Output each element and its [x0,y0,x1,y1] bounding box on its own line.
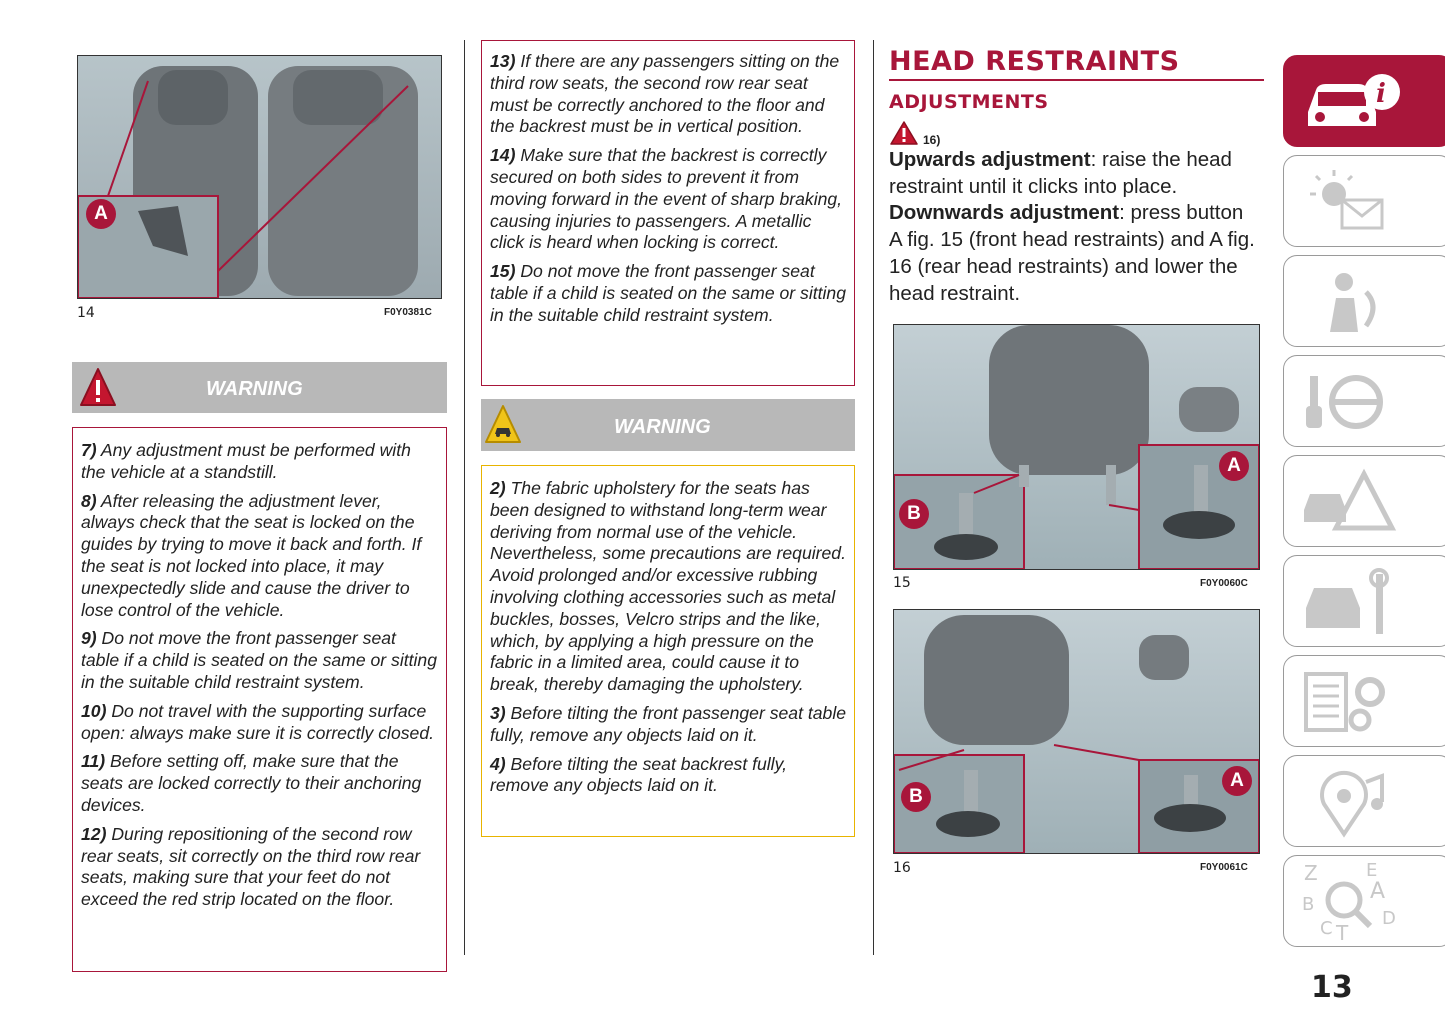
lights-messages-icon [1296,162,1406,242]
warning-box-middle-top [481,40,855,386]
warning-item-number: 13) [490,51,516,71]
column-divider [464,40,465,955]
index-letter: C [1320,918,1333,939]
section-title: HEAD RESTRAINTS [889,46,1180,77]
figure-code: F0Y0060C [1200,578,1248,589]
warning-item-text: Make sure that the backrest is correctly secured on both sides to prevent it from moving forward in the event of sharp braking, causing injuries to passengers. A metallic click is heard when locking is correct. [490,145,843,253]
warning-item-number: 12) [81,823,107,844]
warning-ref: 16) [923,133,941,147]
index-letter: Z [1304,861,1318,885]
tab-emergency[interactable] [1283,455,1445,547]
warning-item [81,628,438,693]
title-rule [889,79,1264,81]
warning-item-number: 14) [490,145,516,166]
warning-item-text: Do not move the front passenger seat table if a child is seated on the same or sitting in the suitable child restraint system. [81,628,437,692]
warning-ref-icon [890,120,918,146]
callout-b: B [899,499,929,529]
front-head-restraint-illustration [894,325,1259,569]
starting-driving-icon [1296,362,1406,442]
downwards-text: : press button A fig. 15 (front head restraints) and A fig. 16 (rear head restraints) and lower the head restraint. [889,201,1255,305]
maintenance-icon [1296,562,1406,642]
warning-item-text: Before tilting the seat backrest fully, remove any objects laid on it. [490,753,787,796]
warning-item [81,491,438,622]
caution-title: WARNING [614,416,711,438]
warning-item [81,824,438,911]
column-divider [873,40,874,955]
warning-item-text: Before setting off, make sure that the seats are locked correctly to their anchoring devices. [81,751,422,815]
adjustment-text [889,147,1259,307]
tab-vehicle-info[interactable] [1283,55,1445,147]
tab-lights-messages[interactable] [1283,155,1445,247]
car-info-icon [1296,62,1406,142]
index-icon [1290,858,1400,943]
warning-item-text: During repositioning of the second row rear seats, sit correctly on the third row rear seats, making sure that your feet do not exceed the red strip located on the floor. [81,823,421,910]
figure-code: F0Y0061C [1200,862,1248,873]
warning-item-number: 11) [81,751,106,772]
warning-item-text: Do not travel with the supporting surface open: always make sure it is correctly closed. [81,700,434,743]
tab-technical-data[interactable] [1283,655,1445,747]
warning-item-number: 15) [490,261,516,282]
upwards-text: : raise the head restraint until it clicks into place. [889,148,1232,198]
rear-seats-illustration [78,56,441,298]
upwards-label: Upwards adjustment [889,148,1091,171]
section-subtitle: ADJUSTMENTS [889,91,1049,113]
warning-item-text: The fabric upholstery for the seats has been designed to withstand long-term wear deriving from normal use of the vehicle. Nevertheless, some precautions are required. Avoid prolonged and/or excessive rubbing involving clothing accessories such as metal buckles, bosses, Velcro strips and the like, which, by applying a high pressure on the fabric in a limited area, could cause it to break, thereby damaging the upholstery. [490,478,846,695]
warning-triangle-icon [79,367,117,409]
figure-number: 15 [893,575,911,591]
warning-item [490,703,846,747]
warning-item-text: Before tilting the front passenger seat table fully, remove any objects laid on it. [490,702,847,745]
warning-item-number: 8) [81,490,97,511]
callout-a: A [1222,766,1252,796]
svg-text:i: i [1376,79,1386,109]
tab-maintenance[interactable] [1283,555,1445,647]
rear-head-restraint-illustration [894,610,1259,853]
caution-box-middle [481,465,855,837]
caution-triangle-icon [484,404,522,446]
figure-code: F0Y0381C [384,307,432,318]
technical-data-icon [1296,662,1406,742]
safety-airbag-icon [1296,262,1406,342]
tab-multimedia[interactable] [1283,755,1445,847]
warning-item [81,751,438,816]
warning-box-left [72,427,447,972]
warning-item [490,478,846,696]
warning-item-number: 3) [490,702,506,723]
index-letter: T [1336,921,1349,943]
figure-15-image [893,324,1260,570]
figure-14-image [77,55,442,299]
warning-item [490,754,846,798]
warning-item-text: After releasing the adjustment lever, always check that the seat is locked on the guides by trying to move it back and forth. If the seat is not locked into place, it may unexpectedly slide and cause the driver to lose control of the vehicle. [81,490,422,620]
callout-a: A [1219,451,1249,481]
warning-item-text: Any adjustment must be performed with the vehicle at a standstill. [81,440,411,482]
figure-number: 14 [77,305,95,321]
warning-item-number: 9) [81,628,97,649]
figure-16-image [893,609,1260,854]
warning-item-number: 4) [490,753,506,774]
downwards-label: Downwards adjustment [889,201,1120,225]
callout-b: B [901,782,931,812]
tab-safety[interactable] [1283,255,1445,347]
warning-item [81,440,438,484]
multimedia-icon [1296,762,1406,842]
index-letter: B [1302,894,1315,915]
warning-item-number: 10) [81,700,107,721]
warning-title: WARNING [206,378,303,400]
page-number: 13 [1311,970,1353,1005]
index-letter: E [1366,860,1378,881]
callout-a: A [86,199,116,229]
warning-item [81,701,438,745]
index-letter: A [1370,879,1386,904]
warning-item [490,261,846,326]
tab-starting-driving[interactable] [1283,355,1445,447]
figure-number: 16 [893,860,911,876]
warning-item-text: Do not move the front passenger seat table if a child is seated on the same or sitting in the suitable child restraint system. [490,261,846,325]
emergency-icon [1296,462,1406,542]
warning-item-number: 7) [81,440,97,460]
index-letter: D [1382,908,1396,929]
warning-item-number: 2) [490,478,506,498]
tab-index[interactable] [1283,855,1445,947]
warning-item [490,51,846,138]
warning-item [490,145,846,254]
warning-item-text: If there are any passengers sitting on the third row seats, the second row rear seat must be correctly anchored to the floor and the backrest must be in vertical position. [490,51,840,137]
